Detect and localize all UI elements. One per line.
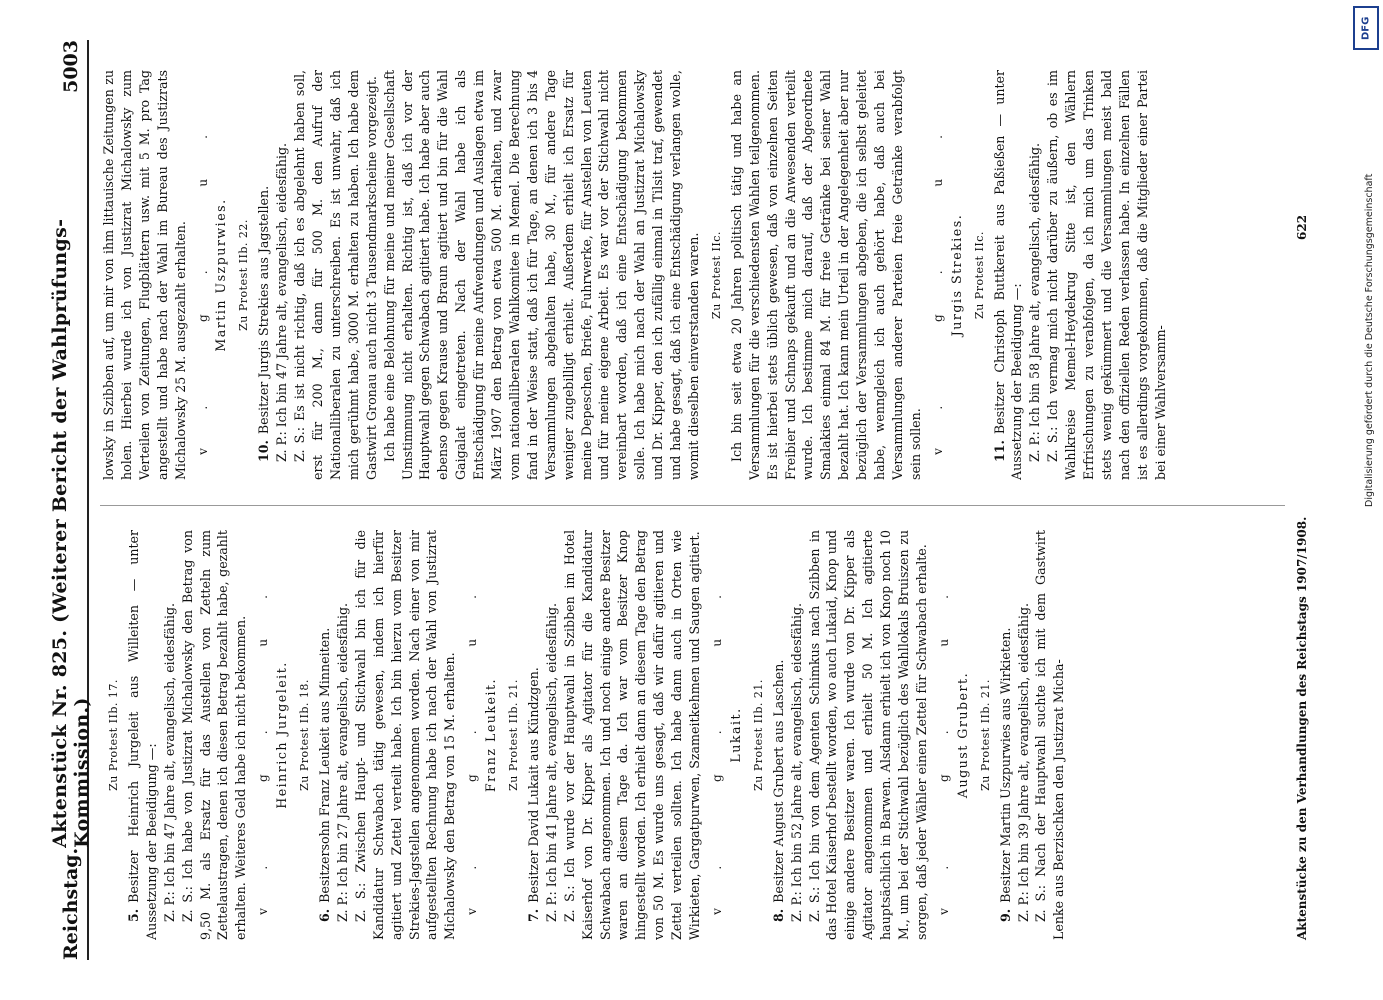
- witness-entry-heading: [991, 70, 1027, 480]
- testimony-paragraph: lowsky in Szibben auf, um mir von ihm littauische Zeitungen zu holen. Hierbei wurde ich von Justizrat Michalowsky zum Verteilen von Zeitungen, Flugblättern usw. mit 5 M. pro Tag angestellt und habe nach der Wahl im Bureau des Justizrats Michalowsky 25 M. ausgezahlt erhalten.: [101, 70, 188, 480]
- witness-signature: Lukait.: [727, 707, 743, 763]
- entry-number: 6.: [316, 908, 332, 922]
- testimony-paragraph: Z. P.: Ich bin 39 Jahre alt, evangelisch, eidesfähig.: [1015, 602, 1031, 922]
- protest-reference: Zu Protest IIb. 21.: [978, 679, 992, 791]
- entry-heading-text: Besitzer Christoph Buttkereit aus Paßießen — unter Aussetzung der Beeidigung —:: [991, 70, 1025, 480]
- protest-reference: Zu Protest IIb. 21.: [751, 679, 765, 791]
- testimony-paragraph: Z. S.: Ich habe von Justizrat Michalowsky den Betrag von 9,50 M. als Ersatz für das Austellen von Zetteln zum Zettelaustragen, denen ich diesen Betrag bezahlt habe, gezahlt erhalten. Weiteres Geld habe ich nicht bekommen.: [179, 530, 249, 940]
- testimony-paragraph: Ich habe eine Belohnung für meine und meiner Gesellschaft Umstimmung nicht erhalten. Richtig ist, daß ich vor der Hauptwahl gegen Schwabach agitiert habe. Ich habe aber auch ebenso gegen Krause und Braun agitiert und bin für die Wahl Gaigalat eingetreten. Nach der Wahl habe ich als Entschädigung für meine Aufwendungen und Auslagen etwa im März 1907 den Betrag von etwa 500 M. erhalten, und zwar vom nationalliberalen Wahlkomitee in Memel. Die Berechnung fand in der Weise statt, daß ich für Tage, an denen ich 3 bis 4 Versammlungen abgehalten habe, 30 M., für andere Tage weniger zugebilligt erhielt. Außerdem erhielt ich Ersatz für meine Depeschen, Briefe, Fuhrwerke, für Anstellen von Leuten und für meine eigene Arbeit. Es war vor der Stichwahl nicht vereinbart worden, daß ich eine Entschädigung bekommen solle. Ich habe mich nach der Wahl an Justizrat Michalowsky und Dr. Kipper, den ich zufällig einmal in Tilsit traf, gewendet und habe gesagt, daß ich eine Entschädigung verlangen wolle, womit dieselben einverstanden waren.: [381, 70, 701, 480]
- entry-number: 11.: [991, 440, 1007, 462]
- witness-entry-heading: [997, 530, 1015, 940]
- read-approved-signed: v. g. u.: [936, 555, 951, 915]
- witness-signature: Franz Leukeit.: [483, 677, 499, 793]
- left-column: [100, 530, 1285, 940]
- witness-signature: Jurgis Strekies.: [948, 213, 964, 337]
- witness-entry-heading: [125, 530, 161, 940]
- header-title: Aktenstück Nr. 825. (Weiterer Bericht der Wahlprüfungs-Kommission.): [49, 218, 93, 848]
- page-header: [49, 40, 93, 960]
- entry-number: 9.: [997, 908, 1013, 922]
- protest-reference: Zu Protest IIc.: [972, 231, 986, 319]
- dfg-logo: DFG: [1353, 6, 1379, 50]
- testimony-paragraph: Z. P.: Ich bin 41 Jahre alt, evangelisch, eidesfähig.: [543, 602, 559, 922]
- testimony-paragraph: Z. P.: Ich bin 58 Jahre alt, evangelisch, eidesfähig.: [1027, 142, 1043, 462]
- read-approved-signed: v. g. u.: [256, 555, 271, 915]
- witness-signature: Martin Uszpurwies.: [213, 198, 229, 352]
- entry-heading-text: Besitzer August Grubert aus Laschen.: [770, 659, 786, 903]
- entry-number: 7.: [525, 908, 541, 922]
- read-approved-signed: v. g. u.: [710, 555, 724, 915]
- testimony-paragraph: Z. P.: Ich bin 47 Jahre alt, evangelisch, eidesfähig.: [161, 602, 177, 922]
- read-approved-signed: v. g. u.: [465, 555, 480, 915]
- entry-number: 5.: [125, 908, 141, 922]
- read-approved-signed: v. g. u.: [195, 95, 210, 455]
- right-column: [100, 70, 1285, 480]
- page-number: 5003: [60, 40, 82, 93]
- entry-heading-text: Besitzer Jurgis Strekies aus Jagstellen.: [256, 185, 272, 435]
- entry-heading-text: Besitzersohn Franz Leukeit aus Minneiten.: [316, 627, 332, 903]
- testimony-paragraph: Z. P.: Ich bin 27 Jahre alt, evangelisch, eidesfähig.: [334, 602, 350, 922]
- testimony-paragraph: Ich bin seit etwa 20 Jahren politisch tätig und habe an Versammlungen für die verschiedensten Wahlen teilgenommen. Es ist hierbei stets üblich gewesen, daß von einzelnen Seiten Freibier und Schnaps gekauft und an die Anwesenden verteilt wurde. Ich bestimme mich darauf, daß der Abgeordnete Smalakies einmal 84 M. für freie Getränke bei seiner Wahl bezahlt hat. Ich kann mein Urteil in der Angelegenheit aber nur bezüglich der Versammlungen abgeben, die ich selbst geleitet habe, wenngleich ich auch gehört habe, daß auch bei Versammlungen anderer Parteien freie Getränke verabfolgt sein sollen.: [728, 70, 923, 480]
- protest-reference: Zu Protest IIb. 22.: [237, 219, 251, 331]
- digitization-note: Digitalisierung gefördert durch die Deutsche Forschungsgemeinschaft: [1364, 173, 1375, 507]
- witness-entry-heading: [316, 530, 334, 940]
- protest-reference: Zu Protest IIb. 21.: [507, 679, 521, 791]
- witness-entry-heading: [525, 530, 543, 940]
- footer-page-number: 622: [1295, 214, 1309, 240]
- header-left: Reichstag.: [60, 847, 82, 960]
- entry-number: 10.: [256, 440, 272, 462]
- column-divider: [100, 505, 1285, 506]
- entry-heading-text: Besitzer David Lukait aus Kündzgen.: [525, 667, 541, 903]
- read-approved-signed: v. g. u.: [930, 95, 945, 455]
- witness-entry-heading: [770, 530, 788, 940]
- testimony-paragraph: Z. P.: Ich bin 52 Jahre alt, evangelisch, eidesfähig.: [788, 602, 804, 922]
- testimony-paragraph: Z. S.: Es ist nicht richtig, daß ich es abgelehnt haben soll, erst für 200 M., dann für 500 M. den Aufruf der Nationalliberalen zu unterschreiben. Es ist unwahr, daß ich mich gerühmt habe, 3000 M. erhalten zu haben. Ich habe dem Gastwirt Gronau auch nicht 3 Tausendmarkscheine vorgezeigt.: [292, 70, 379, 480]
- entry-number: 8.: [770, 908, 786, 922]
- testimony-paragraph: Z. S.: Zwischen Haupt- und Stichwahl bin ich für die Kandidatur Schwabach tätig gewesen, indem ich hierfür agitiert und Zettel verteilt habe. Ich bin hierzu vom Besitzer Strekies-Jagstellen angenommen worden. Nach einer von mir aufgestellten Rechnung habe ich nach der Wahl von Justizrat Michalowsky den Betrag von 15 M. erhalten.: [352, 530, 458, 940]
- testimony-paragraph: Z. S.: Nach der Hauptwahl suchte ich mit dem Gastwirt Lenke aus Berzischken den Justizrat Micha-: [1033, 530, 1067, 940]
- protest-reference: Zu Protest IIc.: [709, 231, 723, 319]
- footer-source: Aktenstücke zu den Verhandlungen des Reichstags 1907/1908.: [1295, 516, 1309, 940]
- entry-heading-text: Besitzer Martin Uszpurwies aus Wirkieten.: [997, 627, 1013, 903]
- testimony-paragraph: Z. S.: Ich bin von dem Agenten Schimkus nach Szibben in das Hotel Kaiserhof bestellt worden, wo auch Lukaid, Knop und einige andere Besitzer waren. Ich wurde von Dr. Kipper als Agitator angenommen und erhielt 50 M. Ich agitierte hauptsächlich in Barwen. Alsdann erhielt ich von Knop noch 10 M., um bei der Stichwahl bezüglich des Wahllokals Bruiszen zu sorgen, daß jeder Wähler einen Zettel für Schwabach erhalte.: [806, 530, 929, 940]
- witness-signature: Heinrich Jurgeleit.: [274, 661, 290, 809]
- testimony-paragraph: Z. S.: Ich vermag mich nicht darüber zu äußern, ob es im Wahlkreise Memel-Heydekrug Sitte ist, den Wählern Erfrischungen zu verabfolgen, da ich mich um das Trinken stets wenig gekümmert und die Versammlungen meist bald nach den offiziellen Reden verlassen habe. In einzelnen Fällen ist es allerdings vorgekommen, daß die Mitglieder einer Partei bei einer Wahlversamm-: [1045, 70, 1168, 480]
- witness-entry-heading: [255, 70, 273, 480]
- witness-signature: August Grubert.: [954, 671, 970, 799]
- protest-reference: Zu Protest IIb. 18.: [298, 679, 312, 791]
- testimony-paragraph: Z. S.: Ich wurde vor der Hauptwahl in Szibben im Hotel Kaiserhof von Dr. Kipper als Agitator für die Kandidatur Schwabach angenommen. Ich und noch einige andere Besitzer waren an diesem Tage da. Ich war vom Besitzer Knop hingestellt worden. Ich erhielt dann an diesem Tage den Betrag von 50 M. Es wurde uns gesagt, daß wir dafür agitieren und Zettel verteilen sollten. Ich habe dann auch in Orten wie Wirkieten, Gargatpurwen, Szameitkehmen und Saugen agitiert.: [561, 530, 703, 940]
- protest-reference: Zu Protest IIb. 17.: [107, 679, 120, 791]
- testimony-paragraph: Z. P.: Ich bin 47 Jahre alt, evangelisch, eidesfähig.: [274, 142, 290, 462]
- entry-heading-text: Besitzer Heinrich Jurgeleit aus Willeiten — unter Aussetzung der Beeidigung —:: [125, 530, 159, 940]
